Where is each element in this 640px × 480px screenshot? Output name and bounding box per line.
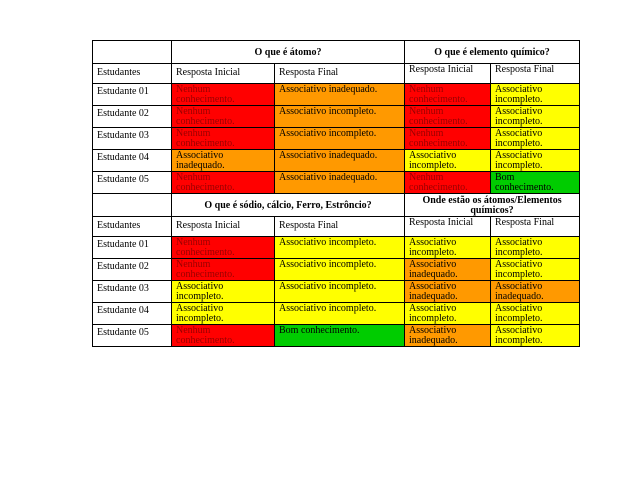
results-table (92, 40, 580, 347)
student-name-cell: Estudante 03 (93, 128, 172, 150)
column-header-students: Estudantes (93, 64, 172, 84)
column-header-students: Estudantes (93, 217, 172, 237)
column-header-initial: Resposta Inicial (172, 64, 275, 84)
response-cell: Associativo incompleto. (405, 237, 491, 259)
response-cell: Associativo incompleto. (275, 106, 405, 128)
response-cell: Nenhum conhecimento. (172, 259, 275, 281)
question-header: O que é sódio, cálcio, Ferro, Estrôncio? (172, 194, 405, 217)
response-cell: Associativo incompleto. (405, 150, 491, 172)
question-row (93, 194, 580, 217)
student-name-cell: Estudante 02 (93, 259, 172, 281)
table-row (93, 259, 580, 281)
table-row (93, 281, 580, 303)
student-name-cell: Estudante 05 (93, 172, 172, 194)
response-cell: Associativo inadequado. (275, 172, 405, 194)
question-header: Onde estão os átomos/Elementos químicos? (405, 194, 580, 217)
response-cell: Associativo inadequado. (491, 281, 580, 303)
response-cell: Associativo incompleto. (491, 128, 580, 150)
results-table-body (93, 41, 580, 347)
response-cell: Nenhum conhecimento. (172, 128, 275, 150)
response-cell: Associativo incompleto. (275, 259, 405, 281)
response-cell: Associativo incompleto. (275, 281, 405, 303)
question-row (93, 41, 580, 64)
column-header-initial: Resposta Inicial (405, 64, 491, 84)
response-cell: Associativo incompleto. (275, 237, 405, 259)
response-cell: Associativo incompleto. (405, 303, 491, 325)
response-cell: Nenhum conhecimento. (405, 172, 491, 194)
results-table-wrapper (92, 40, 580, 347)
student-name-cell: Estudante 03 (93, 281, 172, 303)
response-cell: Associativo incompleto. (491, 150, 580, 172)
table-row (93, 172, 580, 194)
response-cell: Associativo incompleto. (275, 303, 405, 325)
blank-cell (93, 41, 172, 64)
column-header-final: Resposta Final (491, 217, 580, 237)
response-cell: Associativo incompleto. (275, 128, 405, 150)
response-cell: Bom conhecimento. (275, 325, 405, 347)
response-cell: Nenhum conhecimento. (405, 84, 491, 106)
student-name-cell: Estudante 01 (93, 84, 172, 106)
response-cell: Bom conhecimento. (491, 172, 580, 194)
response-cell: Associativo incompleto. (491, 106, 580, 128)
response-cell: Associativo incompleto. (172, 303, 275, 325)
student-name-cell: Estudante 04 (93, 150, 172, 172)
table-row (93, 325, 580, 347)
response-cell: Associativo incompleto. (491, 303, 580, 325)
table-row (93, 84, 580, 106)
response-cell: Associativo inadequado. (275, 150, 405, 172)
table-row (93, 106, 580, 128)
response-cell: Associativo incompleto. (491, 325, 580, 347)
column-header-row (93, 64, 580, 84)
response-cell: Nenhum conhecimento. (405, 128, 491, 150)
column-header-row (93, 217, 580, 237)
column-header-final: Resposta Final (491, 64, 580, 84)
response-cell: Associativo incompleto. (491, 84, 580, 106)
response-cell: Associativo incompleto. (172, 281, 275, 303)
response-cell: Associativo incompleto. (491, 259, 580, 281)
column-header-initial: Resposta Inicial (405, 217, 491, 237)
student-name-cell: Estudante 01 (93, 237, 172, 259)
response-cell: Associativo inadequado. (405, 325, 491, 347)
response-cell: Nenhum conhecimento. (172, 84, 275, 106)
response-cell: Associativo inadequado. (405, 259, 491, 281)
student-name-cell: Estudante 04 (93, 303, 172, 325)
table-row (93, 303, 580, 325)
response-cell: Nenhum conhecimento. (172, 172, 275, 194)
question-header: O que é átomo? (172, 41, 405, 64)
column-header-final: Resposta Final (275, 64, 405, 84)
table-row (93, 150, 580, 172)
student-name-cell: Estudante 05 (93, 325, 172, 347)
response-cell: Associativo inadequado. (405, 281, 491, 303)
column-header-initial: Resposta Inicial (172, 217, 275, 237)
student-name-cell: Estudante 02 (93, 106, 172, 128)
response-cell: Associativo incompleto. (491, 237, 580, 259)
response-cell: Nenhum conhecimento. (172, 106, 275, 128)
blank-cell (93, 194, 172, 217)
response-cell: Nenhum conhecimento. (172, 325, 275, 347)
table-row (93, 237, 580, 259)
column-header-final: Resposta Final (275, 217, 405, 237)
response-cell: Associativo inadequado. (172, 150, 275, 172)
response-cell: Associativo inadequado. (275, 84, 405, 106)
response-cell: Nenhum conhecimento. (405, 106, 491, 128)
question-header: O que é elemento químico? (405, 41, 580, 64)
table-row (93, 128, 580, 150)
response-cell: Nenhum conhecimento. (172, 237, 275, 259)
